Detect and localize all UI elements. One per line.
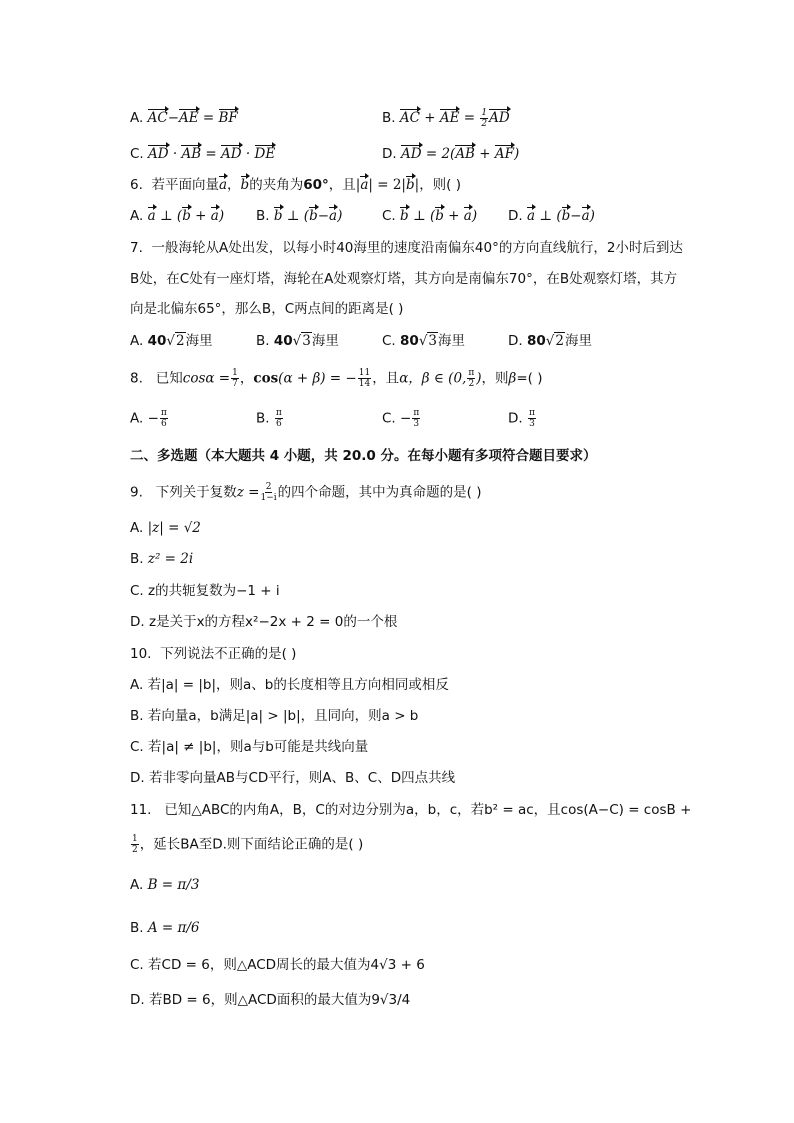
q7-option-a: A. 40√2海里 xyxy=(130,333,213,349)
section-heading-multiple-choice: 二、多选题（本大题共 4 小题，共 20.0 分。在每小题有多项符合题目要求） xyxy=(130,448,597,464)
q8-option-d: D. $\frac{\pi}{3}$ xyxy=(508,408,535,429)
q9-option-b: B. z² = 2i xyxy=(130,551,194,567)
q5-option-b: B. AC + AE = $\frac{1}{2}$ AD xyxy=(382,108,510,129)
q10-option-c: C. 若|a| ≠ |b|，则a与b可能是共线向量 xyxy=(130,739,369,755)
q7-option-b: B. 40√3海里 xyxy=(256,333,339,349)
q7-stem-line2: B处，在C处有一座灯塔，海轮在A处观察灯塔，其方向是南偏东70°，在B处观察灯塔，其方 xyxy=(130,271,678,287)
q6-option-b: B. b ⊥ (b−a) xyxy=(256,208,343,224)
q11-option-d: D. 若BD = 6，则△ACD面积的最大值为9√3/4 xyxy=(130,992,411,1008)
q8-stem: 8. 已知cosα = $\frac{1}{7}$ ，cos(α + β) = − $\frac{11}{14}$ ，且α，β ∈ (0, $\frac{\pi}{2}$ )，则β=( ) xyxy=(130,368,543,389)
q8-option-a: A. − $\frac{\pi}{6}$ xyxy=(130,408,167,429)
q6-stem: 6. 若平面向量a，b的夹角为60°，且|a| = 2|b|，则( ) xyxy=(130,177,462,193)
q8-option-b: B. $\frac{\pi}{6}$ xyxy=(256,408,282,429)
q5-option-d: D. AD = 2(AB + AF) xyxy=(382,146,520,162)
q11-option-c: C. 若CD = 6，则△ACD周长的最大值为4√3 + 6 xyxy=(130,957,425,973)
q10-stem: 10. 下列说法不正确的是( ) xyxy=(130,646,297,662)
option-label: B. xyxy=(382,110,396,126)
q9-option-d: D. z是关于x的方程x²−2x + 2 = 0的一个根 xyxy=(130,614,398,630)
q6-option-d: D. a ⊥ (b−a) xyxy=(508,208,595,224)
q5-option-c: C. AD · AB = AD · DE xyxy=(130,146,276,162)
q6-option-c: C. b ⊥ (b + a) xyxy=(382,208,478,224)
q10-option-a: A. 若|a| = |b|，则a、b的长度相等且方向相同或相反 xyxy=(130,677,449,693)
q7-stem-line3: 向是北偏东65°，那么B，C两点间的距离是( ) xyxy=(130,301,404,317)
q6-option-a: A. a ⊥ (b + a) xyxy=(130,208,225,224)
q7-option-c: C. 80√3海里 xyxy=(382,333,466,349)
q7-stem-line1: 7. 一般海轮从A处出发，以每小时40海里的速度沿南偏东40°的方向直线航行，2小时后到达 xyxy=(130,240,683,256)
q11-stem-line2: $\frac{1}{2}$ ，延长BA至D.则下面结论正确的是( ) xyxy=(132,834,364,855)
q11-option-a: A. B = π/3 xyxy=(130,877,200,893)
q11-stem-line1: 11. 已知△ABC的内角A，B，C的对边分别为a，b，c，若b² = ac，且cos(A−C) = cosB + xyxy=(130,802,692,818)
q11-option-b: B. A = π/6 xyxy=(130,920,200,936)
q9-option-c: C. z的共轭复数为−1 + i xyxy=(130,583,280,599)
option-label: C. xyxy=(130,146,144,162)
q9-stem: 9. 下列关于复数z = $\frac{2}{1-i}$ 的四个命题，其中为真命题的是( ) xyxy=(130,482,482,503)
q5-option-a: A. AC−AE = BF xyxy=(130,110,238,126)
option-label: D. xyxy=(382,146,397,162)
q8-option-c: C. − $\frac{\pi}{3}$ xyxy=(382,408,420,429)
question-number: 6. xyxy=(130,177,143,193)
q10-option-b: B. 若向量a，b满足|a| > |b|，且同向，则a > b xyxy=(130,708,419,724)
q7-option-d: D. 80√2海里 xyxy=(508,333,592,349)
q10-option-d: D. 若非零向量AB与CD平行，则A、B、C、D四点共线 xyxy=(130,770,456,786)
option-label: A. xyxy=(130,110,144,126)
q9-option-a: A. |z| = √2 xyxy=(130,520,201,536)
